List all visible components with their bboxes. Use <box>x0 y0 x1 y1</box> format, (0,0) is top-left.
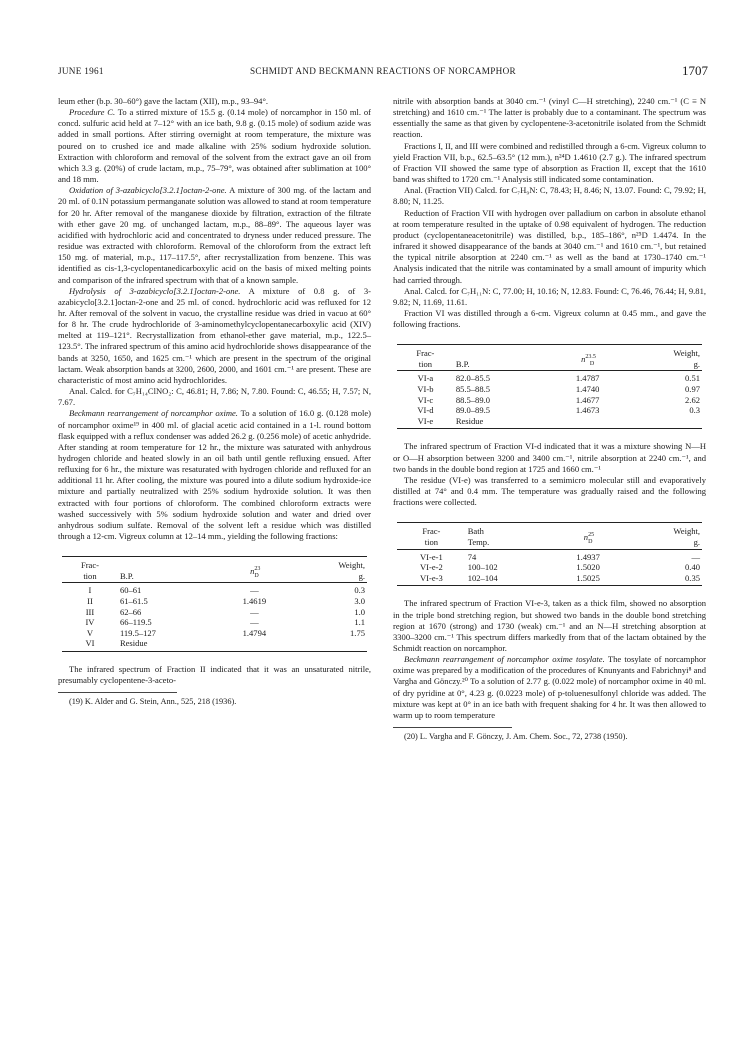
table-cell: VI-e-2 <box>419 562 443 573</box>
table-cell: VI-e-1 <box>419 551 443 562</box>
analysis-paragraph: Anal. (Fraction VII) Calcd. for C₇H₉N: C, 78.43; H, 8.46; N, 13.07. Found: C, 79.92; H, 8.80; N, 11.25. <box>393 185 706 207</box>
fraction-table <box>397 522 702 586</box>
table-row <box>62 628 367 639</box>
table-cell: VI-d <box>417 405 434 416</box>
table-header-cell: Weight, g. <box>623 345 702 371</box>
table-cell: VI-a <box>417 373 434 384</box>
table-row <box>397 549 702 562</box>
table-cell: II <box>87 596 93 607</box>
run-in-heading: Beckmann rearrangement of norcamphor oxime. <box>69 408 238 419</box>
table-cell: — <box>250 617 259 628</box>
table-cell: IV <box>85 617 95 628</box>
header-running-title: SCHMIDT AND BECKMANN REACTIONS OF NORCAMPHOR <box>250 66 516 76</box>
paragraph-text: To a solution of 16.0 g. (0.128 mole) of norcamphor oxime¹⁹ in 400 ml. of glacial acetic acid contained in a 1-l. round bottom flask equipped with a reflux condenser was added 26.2 g. (0.256 mole) of acetic anhydride. After standing at room temperature for 12 hr., the mixture was saturated with anhydrous hydrogen chloride and heated slowly in an oil bath until gentle refluxing ensued. After refluxing for 6 hr., the mixture was resaturated with hydrogen chloride and refluxed for an additional 11 hr. After cooling, the mixture was poured into a dilute sodium hydroxide-ice mixture and partially neutralized with 25% sodium hydroxide solution. It was then extracted with four portions of chloroform. The combined chloroform extracts were washed successively with 5% sodium hydroxide solution and water and dried over anhydrous sodium sulfate. Removal of the solvent left a residue which was distilled through a 12-cm. Vigreux column at 12–14 mm., yielding the following fractions: <box>58 408 371 542</box>
table-cell: 102–104 <box>466 573 553 586</box>
table-cell: I <box>88 585 92 596</box>
table-cell: 82.0–85.5 <box>455 373 490 384</box>
table-cell <box>552 416 623 429</box>
paragraph: leum ether (b.p. 30–60°) gave the lactam (XII), m.p., 93–94°. <box>58 96 268 106</box>
table-cell: 0.3 <box>689 405 700 416</box>
paragraph: The infrared spectrum of Fraction II indicated that it was an unsaturated nitrile, presumably cyclopentene-3-aceto- <box>58 664 371 686</box>
table-row <box>397 395 702 406</box>
table-header-cell: Bath Temp. <box>466 523 553 549</box>
table-cell: 2.62 <box>685 394 700 405</box>
table-row <box>397 562 702 573</box>
table-cell: VI-e <box>397 416 454 429</box>
table-header-cell: Frac- tion <box>397 523 466 549</box>
table-cell: 0.97 <box>685 384 700 395</box>
paragraph-text: A mixture of 300 mg. of the lactam and 20 ml. of 0.1N potassium permanganate solution was allowed to stand at room temperature for 20 hr. After removal of the manganese dioxide by filtration, extraction of the filtrate with ether gave 20 mg. of unchanged lactam, m.p., 88–89°. The aqueous layer was acidified with hydrochloric acid and concentrated to dryness under reduced pressure. The residue was extracted with chloroform. Removal of the chloroform from the extract left 150 mg. of material, m.p., 117–117.5°, after recrystallization from benzene. This was identified as cis-1,3-cyclopentanedicarboxylic acid on the basis of mixed melting points and comparison of the infrared spectrum with that of a known sample. <box>58 185 371 285</box>
page-header <box>58 63 708 80</box>
header-page-number: 1707 <box>682 63 708 78</box>
table-cell: 88.5–89.0 <box>455 394 490 405</box>
table-header-cell: Weight, g. <box>623 523 702 549</box>
paragraph <box>58 107 371 185</box>
table-cell: VI <box>62 638 118 651</box>
left-column <box>58 96 371 708</box>
table-cell: 1.5020 <box>576 562 600 573</box>
table-cell: 0.35 <box>623 573 702 586</box>
table-cell <box>289 638 367 651</box>
table-row <box>397 384 702 395</box>
table-header-cell: Weight, g. <box>289 557 367 583</box>
table-cell: 1.4619 <box>242 596 267 607</box>
table-cell: 1.0 <box>354 606 365 617</box>
footnote-rule <box>393 727 512 728</box>
paragraph <box>393 654 706 721</box>
table-header-cell: $n^{23.5}_D$ <box>552 345 623 371</box>
table-cell: III <box>85 606 95 617</box>
paragraph: Reduction of Fraction VII with hydrogen over palladium on carbon in absolute ethanol at room temperature resulted in the uptake of 0.98 equivalent of hydrogen. The reduction product (cyclopentaneacetonitrile) was distilled, b.p., 185–186°, n²⁵D 1.4474. In the infrared it showed disappearance of the bands at 3040 cm.⁻¹ and 1610 cm.⁻¹, but retained the typical nitrile absorption at 2240 cm.⁻¹ as well as the band at 1730–1740 cm.⁻¹ Analysis indicated that the nitrile was contaminated by a small amount of impurity which had carried through. <box>393 207 706 285</box>
run-in-heading: Beckmann rearrangement of norcamphor oxime tosylate. <box>404 654 605 665</box>
table-cell: 0.51 <box>685 373 700 384</box>
table-header-cell: B.P. <box>454 345 552 371</box>
table-header-cell: B.P. <box>118 557 220 583</box>
paragraph <box>58 185 371 285</box>
paragraph <box>58 286 371 386</box>
table-cell: 61–61.5 <box>119 596 148 607</box>
paragraph: The infrared spectrum of Fraction VI-e-3, taken as a thick film, showed no absorption in the triple bond stretching region, but showed two bands in the double bond stretching region at 1670 (strong) and 1730 (weak) cm.⁻¹ and an N—H stretching absorption at 3300–3200 cm.⁻¹ This spectrum differs markedly from that of the lactam obtained by the Schmidt reaction on norcamphor. <box>393 598 706 653</box>
table-row <box>397 405 702 416</box>
table-header-cell: Frac- tion <box>62 557 118 583</box>
table-cell: 74 <box>467 551 477 562</box>
analysis-paragraph: Anal. Calcd. for C₇H₁₁N: C, 77.00; H, 10.16; N, 12.83. Found: C, 76.46, 76.44; H, 9.81, 9.82; N, 11.69, 11.61. <box>393 285 706 307</box>
table-row <box>397 416 702 429</box>
table-cell: 1.4937 <box>576 551 600 562</box>
table-cell: 1.4673 <box>575 405 600 416</box>
header-date: JUNE 1961 <box>58 66 104 76</box>
table-cell: 0.3 <box>354 585 365 596</box>
table-cell: 1.75 <box>350 627 365 638</box>
table-cell: 1.4787 <box>575 373 600 384</box>
run-in-heading: Hydrolysis of 3-azabicyclo[3.2.1]octan-2-one. <box>69 285 241 296</box>
table-cell: 1.4677 <box>575 394 600 405</box>
table-header-cell: Frac- tion <box>397 345 454 371</box>
paragraph <box>58 408 371 542</box>
paragraph: Fraction VI was distilled through a 6-cm. Vigreux column at 0.45 mm., and gave the following fractions. <box>393 307 706 330</box>
paragraph: Fractions I, II, and III were combined and redistilled through a 6-cm. Vigreux column to yield Fraction VII, b.p., 62.5–63.5° (12 mm.), n²⁴D 1.4610 (2.7 g.). The infrared spectrum of Fraction VII showed the same type of absorption as Fraction II, except that the 1610 band was shifted to 1720 cm.⁻¹ Analysis still indicated some contamination. <box>393 140 706 185</box>
table-cell <box>623 416 702 429</box>
table-cell: 66–119.5 <box>119 617 152 628</box>
fraction-table <box>62 556 367 652</box>
table-cell: — <box>250 606 259 617</box>
table-header-cell: $n^{23}_D$ <box>219 557 289 583</box>
table-cell: Residue <box>118 638 220 651</box>
paragraph: The infrared spectrum of Fraction VI-d indicated that it was a mixture showing N—H or O—H absorption between 3200 and 3400 cm.⁻¹, nitrile absorption at 2240 cm.⁻¹, and two bands in the double bond region at 1725 and 1660 cm.⁻¹ <box>393 441 706 474</box>
paragraph: nitrile with absorption bands at 3040 cm.⁻¹ (vinyl C—H stretching), 2240 cm.⁻¹ (C ≡ N stretching) and 1610 cm.⁻¹ The latter is probably due to a contaminant. The spectrum was essentially the same as that given by cyclopentene-3-acetonitrile isolated from the Schmidt reaction. <box>393 96 706 140</box>
table-cell: 85.5–88.5 <box>455 384 490 395</box>
table-cell: 62–66 <box>119 606 142 617</box>
footnote: (20) L. Vargha and F. Gönczy, J. Am. Chem. Soc., 72, 2738 (1950). <box>404 732 628 742</box>
paragraph: The residue (VI-e) was transferred to a semimicro molecular still and evaporatively distilled at 74° and 0.4 mm. The temperature was gradually raised and the following fractions were collected. <box>393 474 706 508</box>
table-cell: 100–102 <box>467 562 498 573</box>
table-cell <box>219 638 289 651</box>
table-row <box>397 371 702 384</box>
table-row <box>62 638 367 651</box>
table-cell: 0.40 <box>685 562 700 573</box>
paragraph-text: The tosylate of norcamphor oxime was prepared by a modification of the procedures of Knunyants and Fabrichnyi⁸ and Vargha and Gönczy.²⁰ To a solution of 2.77 g. (0.022 mole) of norcamphor oxime in 40 ml. of dry pyridine at 0°, 4.23 g. (0.0223 mole) of p-toluenesulfonyl chloride was added. The mixture was kept at 0° in an ice bath with frequent shaking for 4 hr. It was then allowed to warm up to room temperature <box>393 654 707 720</box>
table-row <box>397 573 702 586</box>
table-cell: — <box>250 585 259 596</box>
table-cell: 60–61 <box>119 585 142 596</box>
table-cell: 3.0 <box>354 596 365 607</box>
table-cell: VI-b <box>417 384 434 395</box>
table-row <box>62 607 367 618</box>
table-cell: 1.4794 <box>242 627 267 638</box>
run-in-heading: Oxidation of 3-azabicyclo[3.2.1]octan-2-one. <box>69 185 227 196</box>
table-cell: 1.4740 <box>575 384 600 395</box>
table-cell: 119.5–127 <box>119 627 156 638</box>
footnote-rule <box>58 692 177 693</box>
paragraph-text: A mixture of 0.8 g. of 3-azabicyclo[3.2.1]octan-2-one and 25 ml. of concd. hydrochloric acid was refluxed for 12 hr. After removal of the solvent in vacuo, the crystalline residue was dried in vacuo at 60° for 8 hr. The crude hydrochloride of 3-aminomethylcyclopentanecarboxylic acid (XIV) melted at 119–121°. Recrystallization from ethanol-ether gave material, m.p., 122.5–123.5°. The infrared spectrum of this amino acid hydrochloride shows disappearance of the bands at 3250, 1650, and 1625 cm.⁻¹ which are present in the spectrum of the original lactam. Weak absorption bands at 3200, 2600, 2000, and 1601 cm.⁻¹ are present. These are characteristic of most amino acid hydrochlorides. <box>58 285 371 385</box>
table-cell: V <box>86 627 94 638</box>
paragraph-text: To a stirred mixture of 15.5 g. (0.14 mole) of norcamphor in 150 ml. of concd. sulfuric acid held at 7–12° with an ice bath, 9.8 g. (0.15 mole) of sodium azide was added in small portions. After stirring overnight at room temperature, the mixture was poured on to crushed ice and made alkaline with 25% sodium hydroxide solution. Extraction with chloroform and removal of the solvent from the extract gave an oil from which 3.3 g. (20%) of crude lactam, m.p., 75–79°, was obtained after sublimation at 100° and 18 mm. <box>58 107 371 185</box>
table-cell: VI-c <box>417 394 434 405</box>
run-in-heading: Procedure C. <box>69 107 116 118</box>
table-cell: 1.1 <box>354 617 365 628</box>
table-row <box>62 596 367 607</box>
table-header-cell: $n^{25}_D$ <box>553 523 624 549</box>
table-cell: 1.5025 <box>553 573 624 586</box>
right-column <box>393 96 706 743</box>
table-cell: — <box>691 551 700 562</box>
table-cell: VI-e-3 <box>397 573 466 586</box>
analysis-paragraph: Anal. Calcd. for C₇H₁₄ClNO₂: C, 46.81; H, 7.86; N, 7.80. Found: C, 46.55; H, 7.57; N, 7.67. <box>58 386 371 408</box>
table-row <box>62 583 367 596</box>
fraction-table <box>397 344 702 429</box>
table-cell: 89.0–89.5 <box>455 405 490 416</box>
footnote: (19) K. Alder and G. Stein, Ann., 525, 218 (1936). <box>69 697 237 707</box>
table-cell: Residue <box>454 416 552 429</box>
table-row <box>62 617 367 628</box>
